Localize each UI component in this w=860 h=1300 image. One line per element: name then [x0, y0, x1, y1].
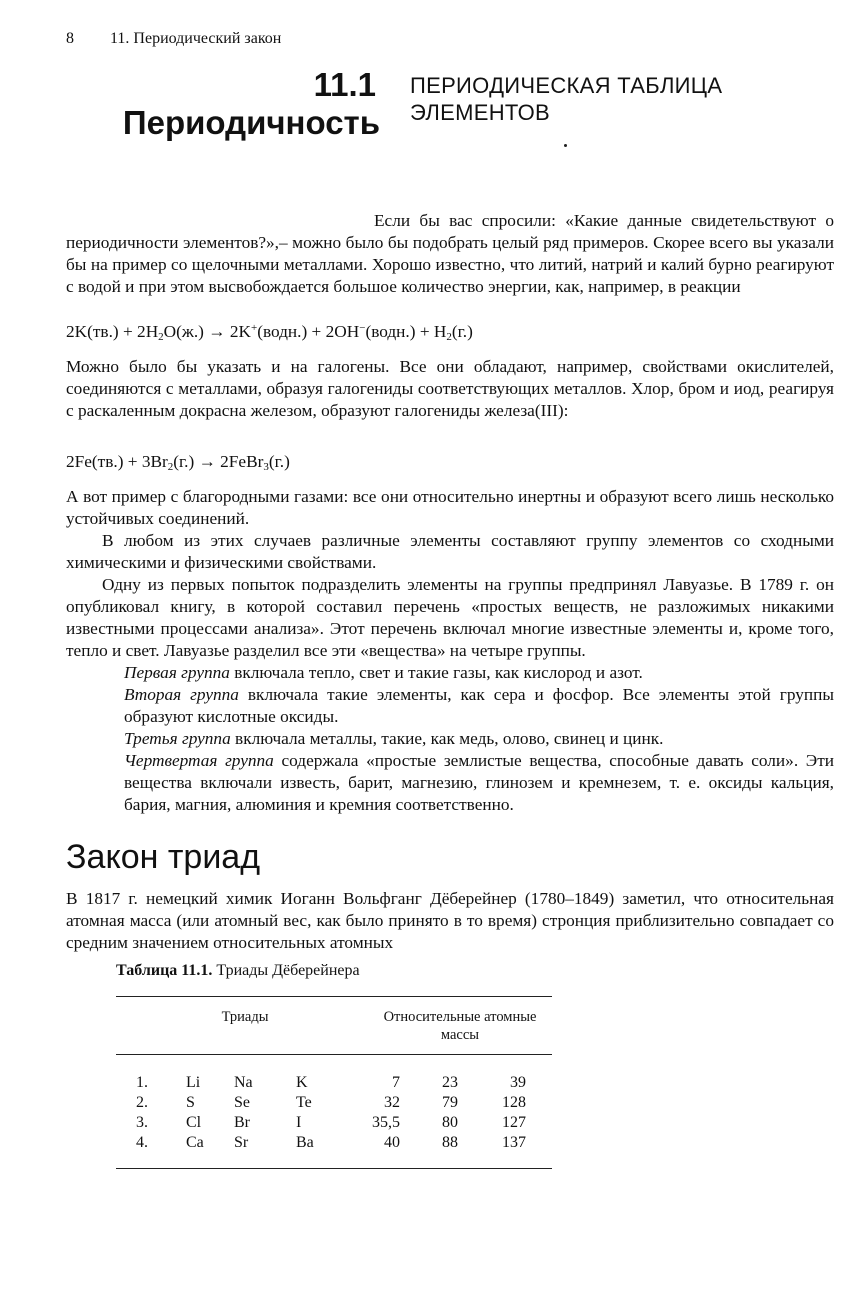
- table-cell-mass: 80: [442, 1114, 458, 1131]
- table-cell-element: S: [186, 1094, 195, 1111]
- table-header-triads: Триады: [221, 1009, 269, 1025]
- table-cell-element: Te: [296, 1094, 312, 1111]
- page-number: 8: [66, 30, 74, 47]
- running-head: [66, 30, 281, 48]
- group-item: Третья группа включала металлы, такие, как медь, олово, свинец и цинк.: [124, 729, 664, 748]
- table-cell-mass: 35,5: [372, 1114, 400, 1131]
- table-cell-element: Na: [234, 1074, 253, 1091]
- table-cell-element: Ba: [296, 1134, 314, 1151]
- table-top-rule: [116, 996, 552, 997]
- table-bottom-rule: [116, 1168, 552, 1169]
- chapter-title-line-1: ПЕРИОДИЧЕСКАЯ ТАБЛИЦА: [410, 73, 723, 98]
- chapter-title-line-2: ЭЛЕМЕНТОВ: [410, 100, 551, 125]
- table-cell-index: 2.: [136, 1094, 148, 1111]
- table-cell-mass: 32: [384, 1094, 400, 1111]
- table-cell-mass: 23: [442, 1074, 458, 1091]
- equation-alkali: $2K(тв.) + 2H_2O(ж.)$ → 2K+(водн.) + 2OH−(водн.) + $H_2(г.)$: [66, 322, 473, 343]
- table-cell-mass: 7: [392, 1074, 400, 1091]
- lavoisier-paragraph: Одну из первых попыток подразделить элементы на группы предпринял Лавуазье. В 1789 г. он опубликовал книгу, в которой составил перечень «простых веществ, не разложимых никакими известными процессами анализа». Этот перечень включал многие известные элементы и, кроме того, тепло и свет. Лавуазье разделил все эти «вещества» на четыре группы.: [66, 575, 834, 660]
- halogens-paragraph: Можно было бы указать и на галогены. Все они обладают, например, свойствами окислителей, соединяются с металлами, образуя галогениды соответствующих металлов. Хлор, бром и иод, реагируя с раскаленным докрасна железом, образуют галогениды железа(III):: [66, 357, 834, 420]
- table-header-masses: Относительные атомные массы: [383, 1009, 537, 1043]
- group-item: Первая группа включала тепло, свет и такие газы, как кислород и азот.: [124, 663, 643, 682]
- table-cell-index: 1.: [136, 1074, 148, 1091]
- table-cell-mass: 88: [442, 1134, 458, 1151]
- group-item: Вторая группа включала такие элементы, как сера и фосфор. Все элементы этой группы образуют кислотные оксиды.: [124, 685, 834, 726]
- body-block: [66, 486, 834, 816]
- table-cell-element: Li: [186, 1074, 201, 1091]
- table-cell-element: I: [296, 1114, 302, 1131]
- table-cell-mass: 79: [442, 1094, 458, 1111]
- table-cell-mass: 127: [502, 1114, 526, 1131]
- intro-paragraph: Если бы вас спросили: «Какие данные свидетельствуют о периодичности элементов?»,– можно было бы подобрать целый ряд примеров. Скорее всего вы указали бы на пример со щелочными металлами. Хорошо известно, что литий, натрий и калий бурно реагируют с водой и при этом высвобождается большое количество энергии, как, например, в реакции: [66, 211, 834, 296]
- table-cell-element: Cl: [186, 1114, 202, 1131]
- table-cell-mass: 137: [502, 1134, 526, 1151]
- table-cell-element: Ca: [186, 1134, 204, 1151]
- equation-halogens: $2Fe(тв.) + 3Br_2(г.)$ → 2FeBr$_3$(г.): [66, 452, 290, 473]
- table-header-rule: [116, 1054, 552, 1055]
- table-caption: Таблица 11.1. Триады Дёберейнера: [116, 962, 360, 979]
- dobereiner-paragraph: В 1817 г. немецкий химик Иоганн Вольфганг Дёберейнер (1780–1849) заметил, что относительная атомная масса (или атомный вес, как было принято в то время) стронция приблизительно совпадает со средним значением относительных атомных: [66, 889, 834, 952]
- print-speck: [564, 144, 567, 147]
- table-cell-index: 3.: [136, 1114, 148, 1131]
- groups-paragraph: В любом из этих случаев различные элементы составляют группу элементов со сходными химическими и физическими свойствами.: [66, 531, 834, 572]
- noble-gases-paragraph: А вот пример с благородными газами: все они относительно инертны и образуют всего лишь несколько устойчивых соединений.: [66, 487, 834, 528]
- table-cell-index: 4.: [136, 1134, 148, 1151]
- table-cell-element: Se: [234, 1094, 250, 1111]
- section-heading-triads: Закон триад: [66, 838, 261, 876]
- table-cell-element: Sr: [234, 1134, 249, 1151]
- running-head-chapter: 11. Периодический закон: [110, 30, 282, 47]
- table-cell-element: Br: [234, 1114, 250, 1131]
- chapter-title: [410, 72, 722, 126]
- table-cell-mass: 39: [510, 1074, 526, 1091]
- group-item: Чертвертая группа содержала «простые землистые вещества, способные давать соли». Эти вещества включали известь, барит, магнезию, глинозем и кремнезем, т. е. оксиды кальция, бария, магния, алюминия и кремния соответственно.: [124, 751, 834, 814]
- section-number: 11.1: [313, 66, 376, 103]
- table-cell-element: K: [296, 1074, 308, 1091]
- table-cell-mass: 128: [502, 1094, 526, 1111]
- section-title: Периодичность: [122, 104, 380, 141]
- table-cell-mass: 40: [384, 1134, 400, 1151]
